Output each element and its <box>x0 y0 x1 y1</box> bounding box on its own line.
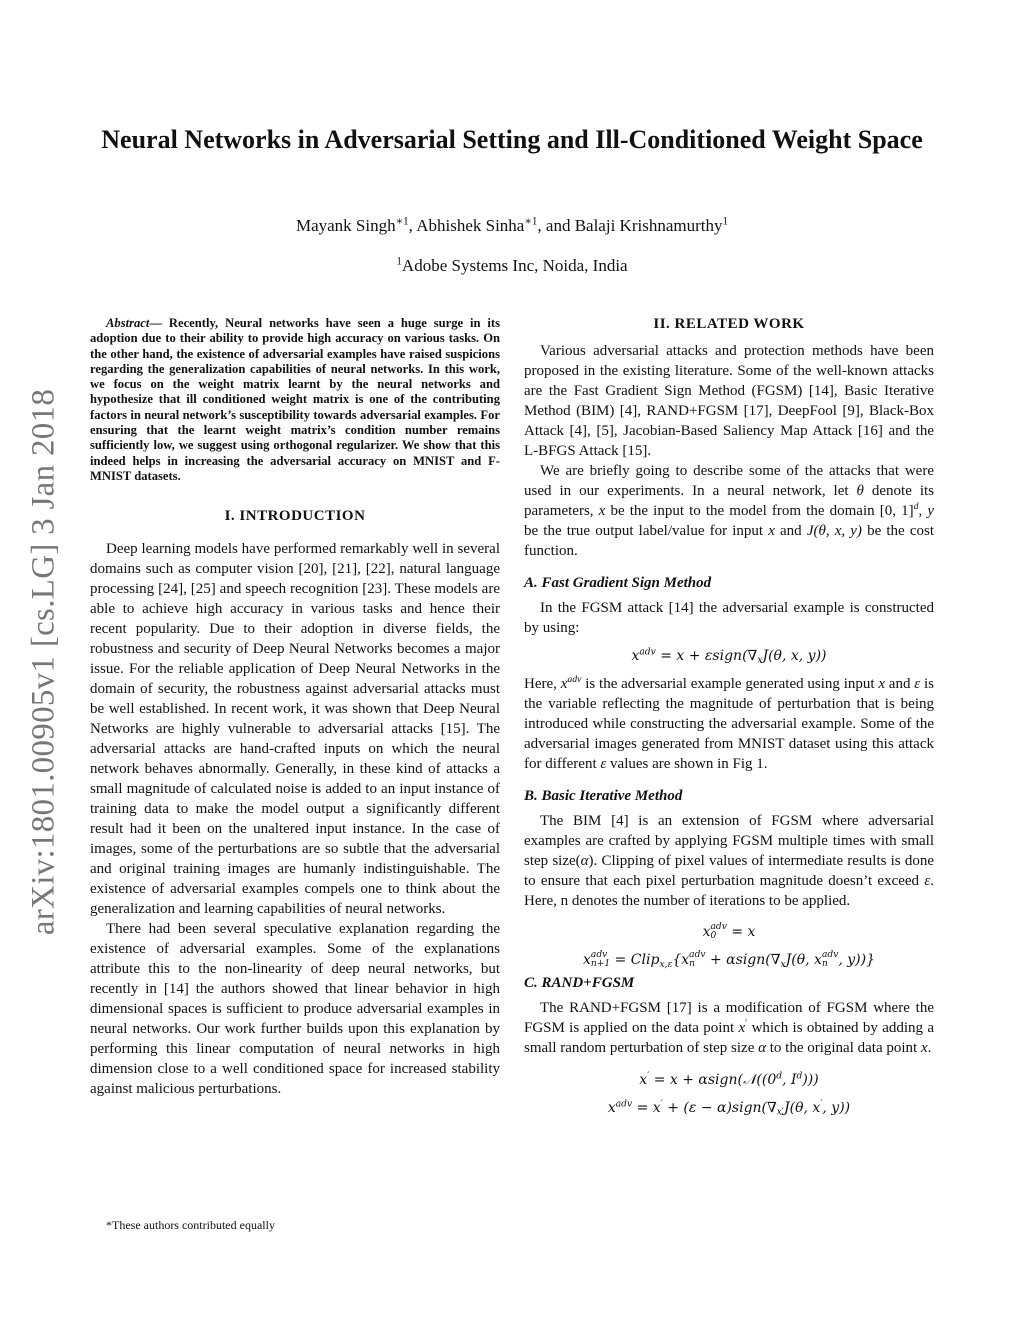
math-var: x <box>598 503 606 519</box>
eq-sub: x′ <box>776 1108 784 1119</box>
eq-sup: d <box>796 1071 803 1082</box>
affiliation-mark: 1 <box>396 255 402 268</box>
text-run: The RAND+FGSM [17] is a modification of FGSM where the FGSM is applied on the data point <box>524 1000 934 1037</box>
eq-sup: d <box>776 1071 783 1082</box>
eq-term: x <box>607 1100 616 1117</box>
author-name: Balaji Krishnamurthy <box>574 216 723 235</box>
eq-term: ))) <box>802 1072 819 1089</box>
fgsm-intro: In the FGSM attack [14] the adversarial example is constructed by using: <box>524 600 934 636</box>
text-run: Here, <box>524 676 561 692</box>
eq-term: , y)) <box>822 1100 851 1117</box>
eq-term: = x <box>726 924 756 941</box>
text-run: ). Clipping of pixel values of intermediate results is done to ensure that each pixel perturbation magnitude doesn’t exceed <box>524 853 934 889</box>
math-domain: [0, 1] <box>879 503 914 519</box>
eq-term: + αsign(∇ <box>705 952 781 969</box>
eq-term: = x <box>632 1100 661 1117</box>
bim-equation-iter <box>524 951 934 969</box>
math-var: x <box>920 1040 928 1057</box>
eq-sup: adv <box>615 1099 633 1110</box>
affiliation <box>100 256 924 276</box>
eq-sub: x,ε <box>659 960 673 970</box>
eq-term: {x <box>672 952 690 969</box>
eq-sub: n <box>821 959 828 970</box>
text-run: is the adversarial example generated using input <box>581 676 879 692</box>
eq-sup: adv <box>821 950 839 961</box>
eq-sub: n+1 <box>590 959 611 970</box>
math-var: θ <box>856 483 864 499</box>
math-sup: d <box>913 501 919 513</box>
eq-term: x <box>631 648 640 664</box>
rand-fgsm-equation-adv <box>524 1099 934 1119</box>
text-run: values are shown in Fig 1. <box>606 756 768 772</box>
eq-sup: adv <box>590 950 608 961</box>
affiliation-text: Adobe Systems Inc, Noida, India <box>401 256 628 275</box>
fgsm-equation <box>524 648 934 664</box>
text-run: be the true output label/value for input <box>524 523 769 539</box>
text-run: We are briefly going to describe some of the attacks that were used in our experiments. In a neural network, let <box>524 463 934 499</box>
math-var: α <box>580 853 589 869</box>
eq-term: x <box>702 924 711 941</box>
author-mark: 1 <box>722 215 729 228</box>
left-column <box>90 316 500 1099</box>
introduction-paragraph: There had been several speculative explanation regarding the existence of adversarial examples. Some of the explanations attribute this to the non-linearity of deep neural networks, but recently in [14] the authors showed that linear behavior in high dimensional spaces is sufficient to produce adversarial examples in neural networks. Our work further builds upon this explanation by performing this linear computation of neural networks in high dimension close to a well conditioned space for increased stability against malicious perturbations. <box>90 921 500 1098</box>
eq-sub: 0 <box>710 931 717 942</box>
eq-sub: x <box>780 960 786 970</box>
footnote: *These authors contributed equally <box>106 1218 275 1232</box>
text-run: and <box>774 523 807 539</box>
eq-prime: ′ <box>820 1099 823 1110</box>
paper-title: Neural Networks in Adversarial Setting and Ill-Conditioned Weight Space <box>101 125 923 154</box>
author-separator: , <box>408 216 417 235</box>
eq-prime: ′ <box>660 1099 663 1110</box>
author-name: Mayank Singh <box>295 216 396 235</box>
bim-paragraph <box>524 811 934 911</box>
abstract <box>90 316 500 484</box>
eq-term: = x + αsign(𝒩((0 <box>649 1072 777 1089</box>
eq-term: J(θ, x <box>784 1100 821 1117</box>
author-mark: ∗1 <box>395 215 409 228</box>
related-work-heading: II. RELATED WORK <box>653 316 805 332</box>
math-var: ε <box>600 756 607 772</box>
rand-fgsm-paragraph <box>524 998 934 1058</box>
math-var: α <box>758 1040 766 1057</box>
math-var: ε <box>914 676 921 692</box>
eq-term: , y))} <box>838 952 875 969</box>
text-run: . <box>927 1040 932 1057</box>
bim-heading: B. Basic Iterative Method <box>524 788 683 804</box>
text-run: be the cost function. <box>524 523 934 559</box>
related-work-paragraph <box>524 461 934 561</box>
eq-prime: ′ <box>647 1071 650 1082</box>
text-run: which is obtained by adding a small random perturbation of step size <box>524 1020 935 1057</box>
eq-term: , I <box>782 1072 797 1089</box>
related-work-paragraph: Various adversarial attacks and protection methods have been proposed in the existing literature. Some of the well-known attacks are the Fast Gradient Sign Method (FGSM) [14], Basic Iterative Method (BIM) [4], RAND+FGSM [17], DeepFool [9], Black-Box Attack [4], [5], Jacobian-Based Saliency Map Attack [16] and the L-BFGS Attack [15]. <box>524 343 934 459</box>
eq-sup: adv <box>710 922 727 932</box>
text-run: is the variable reflecting the magnitude of perturbation that is being introduced while constructing the adversarial example. Some of the adversarial images generated from MNIST dataset using this attack for different <box>524 676 934 772</box>
rand-fgsm-heading: C. RAND+FGSM <box>524 975 635 992</box>
author-mark: ∗1 <box>524 215 538 228</box>
math-prime: ′ <box>745 1018 748 1030</box>
introduction-heading: I. INTRODUCTION <box>224 508 366 525</box>
right-column <box>524 316 935 1119</box>
text-run: denote its parameters, <box>524 483 934 519</box>
bim-equation-init <box>524 923 934 941</box>
eq-sup: adv <box>689 950 706 961</box>
text-run: , <box>918 503 928 519</box>
eq-term: = x + εsign(∇ <box>655 648 758 664</box>
text-run: to the original data point <box>765 1040 921 1057</box>
eq-sub: n <box>689 959 696 970</box>
fgsm-paragraph <box>524 674 934 774</box>
math-var: x <box>768 523 775 539</box>
eq-sub: x <box>757 655 763 666</box>
math-var: x <box>738 1020 746 1037</box>
eq-term: J(θ, x <box>785 952 822 969</box>
abstract-label: Abstract <box>106 316 150 330</box>
eq-term: x <box>583 952 591 969</box>
math-var: y <box>927 503 935 519</box>
author-name: Abhishek Sinha <box>416 216 525 235</box>
math-var: ε <box>924 873 931 889</box>
introduction-paragraph: Deep learning models have performed remarkably well in several domains such as computer vision [20], [21], [22], natural language processing [24], [25] and speech recognition [23]. These models are able to achieve high accuracy in various tasks and hence their recent popularity. Due to their adoption in diverse fields, the robustness and security of Deep Neural Networks becomes a major issue. For the reliable application of Deep Neural Networks in the domain of security, the robustness against adversarial attacks must be well established. In recent work, it was shown that Deep Neural Networks are highly vulnerable to adversarial attacks [15]. The adversarial attacks are hand-crafted inputs on which the neural network behaves abnormally. Generally, in these kind of attacks a small magnitude of calculated noise is added to an input instance of training data to make the model output a significantly different result had it been on the unaltered input instance. In the case of images, some of the perturbations are so subtle that the adversarial and original training images are humanly indistinguishable. The existence of adversarial examples compels one to think about the generalization and learning capabilities of neural networks. <box>90 541 500 918</box>
text-run: and <box>885 676 915 692</box>
eq-term: J(θ, x, y)) <box>762 648 827 664</box>
text-run: . Here, n denotes the number of iterations to be applied. <box>524 873 934 909</box>
math-var: x <box>878 676 885 692</box>
text-run: The BIM [4] is an extension of FGSM where adversarial examples are crafted by applying FGSM multiple times with small step size( <box>524 813 934 869</box>
math-sup: adv <box>567 674 582 686</box>
eq-term: = Clip <box>610 952 660 969</box>
text-run: be the input to the model from the domain <box>605 503 880 519</box>
eq-term: x <box>639 1072 648 1089</box>
author-separator: , and <box>537 216 575 235</box>
eq-term: + (ε − α)sign(∇ <box>662 1100 777 1117</box>
abstract-text: — Recently, Neural networks have seen a huge surge in its adoption due to their ability to provide high accuracy on various tasks. On the other hand, the existence of adversarial examples have raised suspicions regarding the generalization capabilities of neural networks. In this work, we focus on the weight matrix learnt by the neural networks and hypothesize that ill conditioned weight matrix is one of the contributing factors in neural network’s susceptibility towards adversarial examples. For ensuring that the learnt weight matrix’s condition number remains sufficiently low, we suggest using orthogonal regularizer. We show that this indeed helps in increasing the adversarial accuracy on MNIST and F-MNIST datasets. <box>90 316 500 483</box>
rand-fgsm-equation-noise <box>524 1072 934 1088</box>
arxiv-identifier-stamp: arXiv:1801.00905v1 [cs.LG] 3 Jan 2018 <box>25 388 62 936</box>
math-expression: J(θ, x, y) <box>806 523 862 539</box>
fgsm-heading: A. Fast Gradient Sign Method <box>524 575 712 591</box>
eq-sup: adv <box>639 647 656 658</box>
author-list <box>100 216 924 236</box>
math-var: x <box>560 676 568 692</box>
